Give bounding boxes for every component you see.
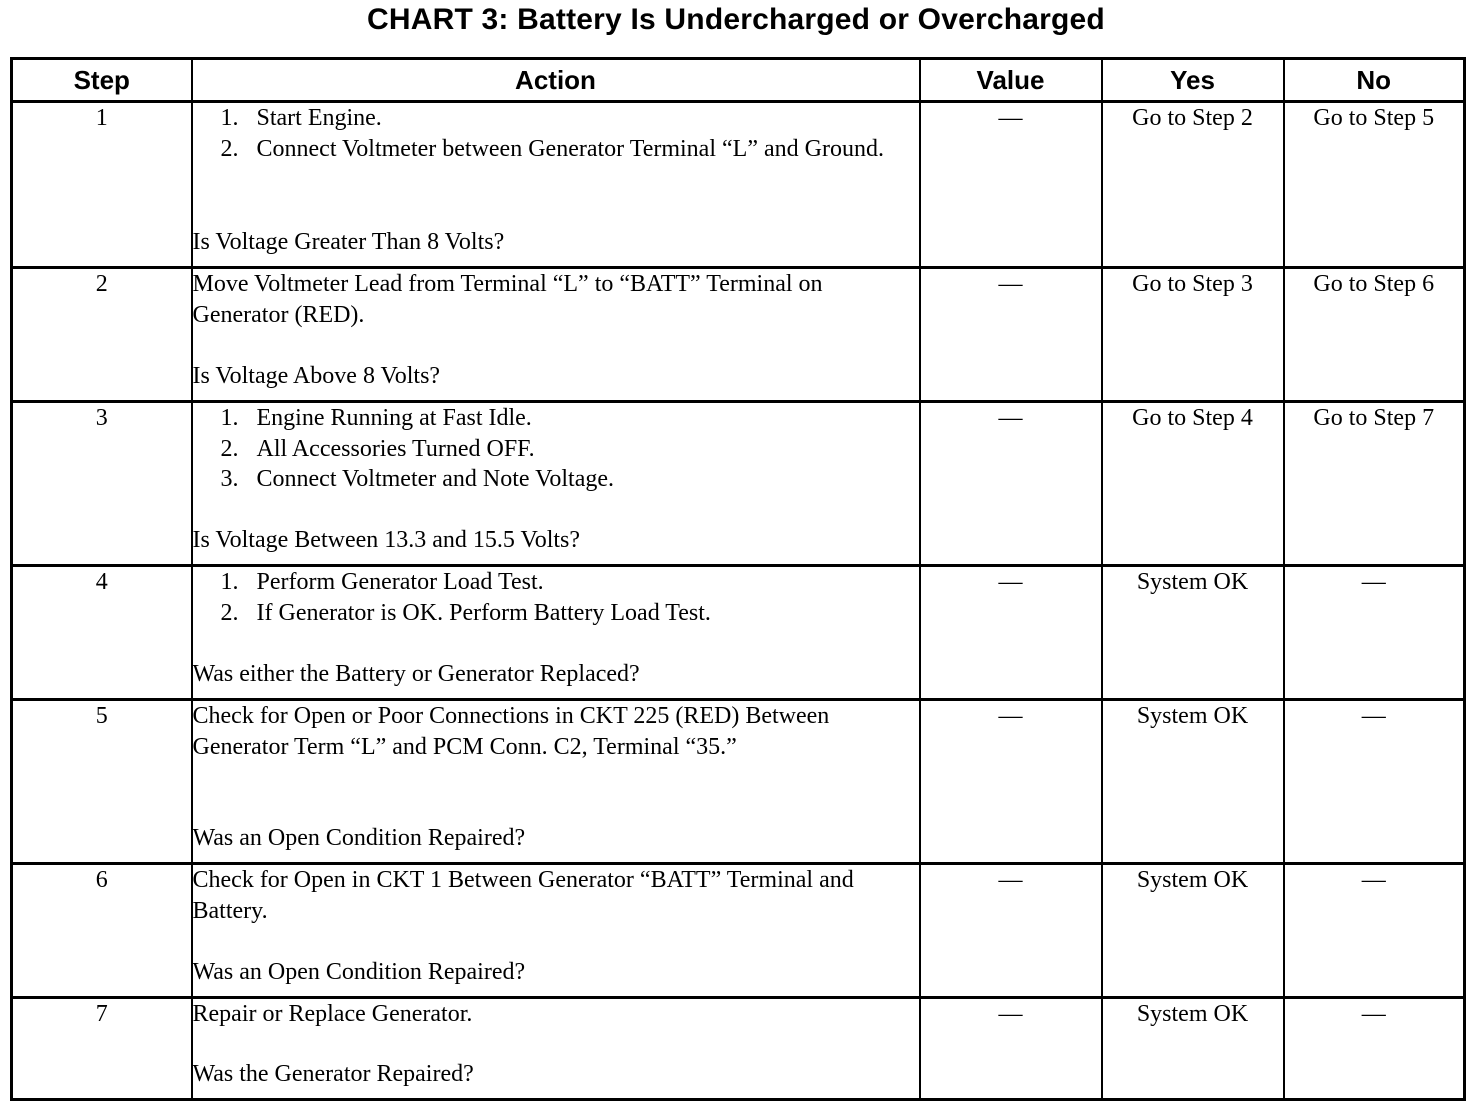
action-cell (192, 700, 920, 864)
step-number: 5 (12, 700, 192, 864)
action-step-text: If Generator is OK. Perform Battery Load Test. (256, 599, 711, 626)
action-step-number: 1. (220, 569, 239, 595)
action-cell (192, 402, 920, 566)
action-question: Was the Generator Repaired? (192, 1060, 474, 1087)
action-instructions (193, 865, 919, 926)
chart-body (12, 102, 1465, 1100)
action-question: Is Voltage Between 13.3 and 15.5 Volts? (192, 526, 581, 553)
action-step-text: Perform Generator Load Test. (256, 569, 544, 595)
action-cell (192, 864, 920, 998)
yes-result: Go to Step 3 (1102, 268, 1284, 402)
action-step-item (220, 464, 919, 495)
table-row (12, 402, 1465, 566)
action-instructions (193, 403, 919, 495)
action-step-list (193, 403, 919, 495)
header-row (12, 59, 1465, 102)
step-number: 4 (12, 566, 192, 700)
no-result: — (1284, 566, 1465, 700)
table-row (12, 268, 1465, 402)
table-row (12, 102, 1465, 268)
no-result: Go to Step 6 (1284, 268, 1465, 402)
step-number: 1 (12, 102, 192, 268)
no-result: — (1284, 998, 1465, 1100)
no-result: Go to Step 5 (1284, 102, 1465, 268)
action-question: Was an Open Condition Repaired? (192, 824, 526, 851)
table-row (12, 700, 1465, 864)
no-result: — (1284, 700, 1465, 864)
no-result: Go to Step 7 (1284, 402, 1465, 566)
action-step-item (220, 134, 919, 165)
action-step-item (220, 567, 919, 598)
table-row (12, 566, 1465, 700)
action-step-text: Connect Voltmeter between Generator Terminal “L” and Ground. (256, 135, 884, 162)
header-value: Value (920, 59, 1102, 102)
action-step-text: All Accessories Turned OFF. (256, 435, 535, 462)
action-content (193, 865, 919, 987)
action-content (193, 999, 919, 1089)
header-yes: Yes (1102, 59, 1284, 102)
value-cell: — (920, 268, 1102, 402)
header-step: Step (12, 59, 192, 102)
action-content (193, 269, 919, 391)
action-step-item (220, 103, 919, 134)
step-number: 7 (12, 998, 192, 1100)
step-number: 6 (12, 864, 192, 998)
action-step-number: 2. (220, 435, 239, 462)
action-content (193, 701, 919, 853)
action-cell (192, 566, 920, 700)
yes-result: Go to Step 2 (1102, 102, 1284, 268)
action-instructions (193, 999, 919, 1030)
action-step-list (193, 567, 919, 628)
action-question: Was either the Battery or Generator Replaced? (192, 660, 640, 687)
action-step-list (193, 103, 919, 164)
header-no: No (1284, 59, 1465, 102)
action-step-number: 1. (220, 405, 239, 431)
action-step-number: 1. (220, 105, 239, 131)
value-cell: — (920, 700, 1102, 864)
value-cell: — (920, 402, 1102, 566)
action-content (193, 103, 919, 257)
action-instructions (193, 567, 919, 628)
value-cell: — (920, 998, 1102, 1100)
value-cell: — (920, 566, 1102, 700)
diagnostic-chart-table (10, 57, 1466, 1101)
action-cell (192, 998, 920, 1100)
table-row (12, 864, 1465, 998)
action-instructions (193, 103, 919, 164)
table-row (12, 998, 1465, 1100)
action-text: Check for Open in CKT 1 Between Generator “BATT” Terminal and Battery. (192, 867, 854, 924)
chart-title: CHART 3: Battery Is Undercharged or Overcharged (367, 3, 1105, 36)
action-step-item (220, 403, 919, 434)
header-action: Action (192, 59, 920, 102)
action-step-text: Start Engine. (256, 105, 382, 131)
action-cell (192, 102, 920, 268)
step-number: 3 (12, 402, 192, 566)
action-text: Move Voltmeter Lead from Terminal “L” to “BATT” Terminal on Generator (RED). (192, 271, 823, 328)
action-text: Check for Open or Poor Connections in CKT 225 (RED) Between Generator Term “L” and PCM Conn. C2, Terminal “35.” (192, 703, 830, 760)
action-step-text: Engine Running at Fast Idle. (256, 405, 532, 431)
value-cell: — (920, 102, 1102, 268)
action-content (193, 567, 919, 689)
action-step-item (220, 434, 919, 465)
action-step-item (220, 598, 919, 629)
no-result: — (1284, 864, 1465, 998)
action-text: Repair or Replace Generator. (192, 1001, 473, 1027)
action-content (193, 403, 919, 555)
yes-result: System OK (1102, 700, 1284, 864)
yes-result: System OK (1102, 566, 1284, 700)
action-question: Is Voltage Greater Than 8 Volts? (192, 228, 505, 255)
action-question: Is Voltage Above 8 Volts? (192, 362, 441, 389)
action-step-number: 2. (220, 135, 239, 162)
yes-result: System OK (1102, 998, 1284, 1100)
action-cell (192, 268, 920, 402)
action-step-number: 2. (220, 599, 239, 626)
action-step-text: Connect Voltmeter and Note Voltage. (256, 466, 615, 492)
yes-result: Go to Step 4 (1102, 402, 1284, 566)
action-step-number: 3. (220, 466, 239, 492)
value-cell: — (920, 864, 1102, 998)
step-number: 2 (12, 268, 192, 402)
action-question: Was an Open Condition Repaired? (192, 958, 526, 985)
yes-result: System OK (1102, 864, 1284, 998)
action-instructions (193, 701, 919, 762)
action-instructions (193, 269, 919, 330)
